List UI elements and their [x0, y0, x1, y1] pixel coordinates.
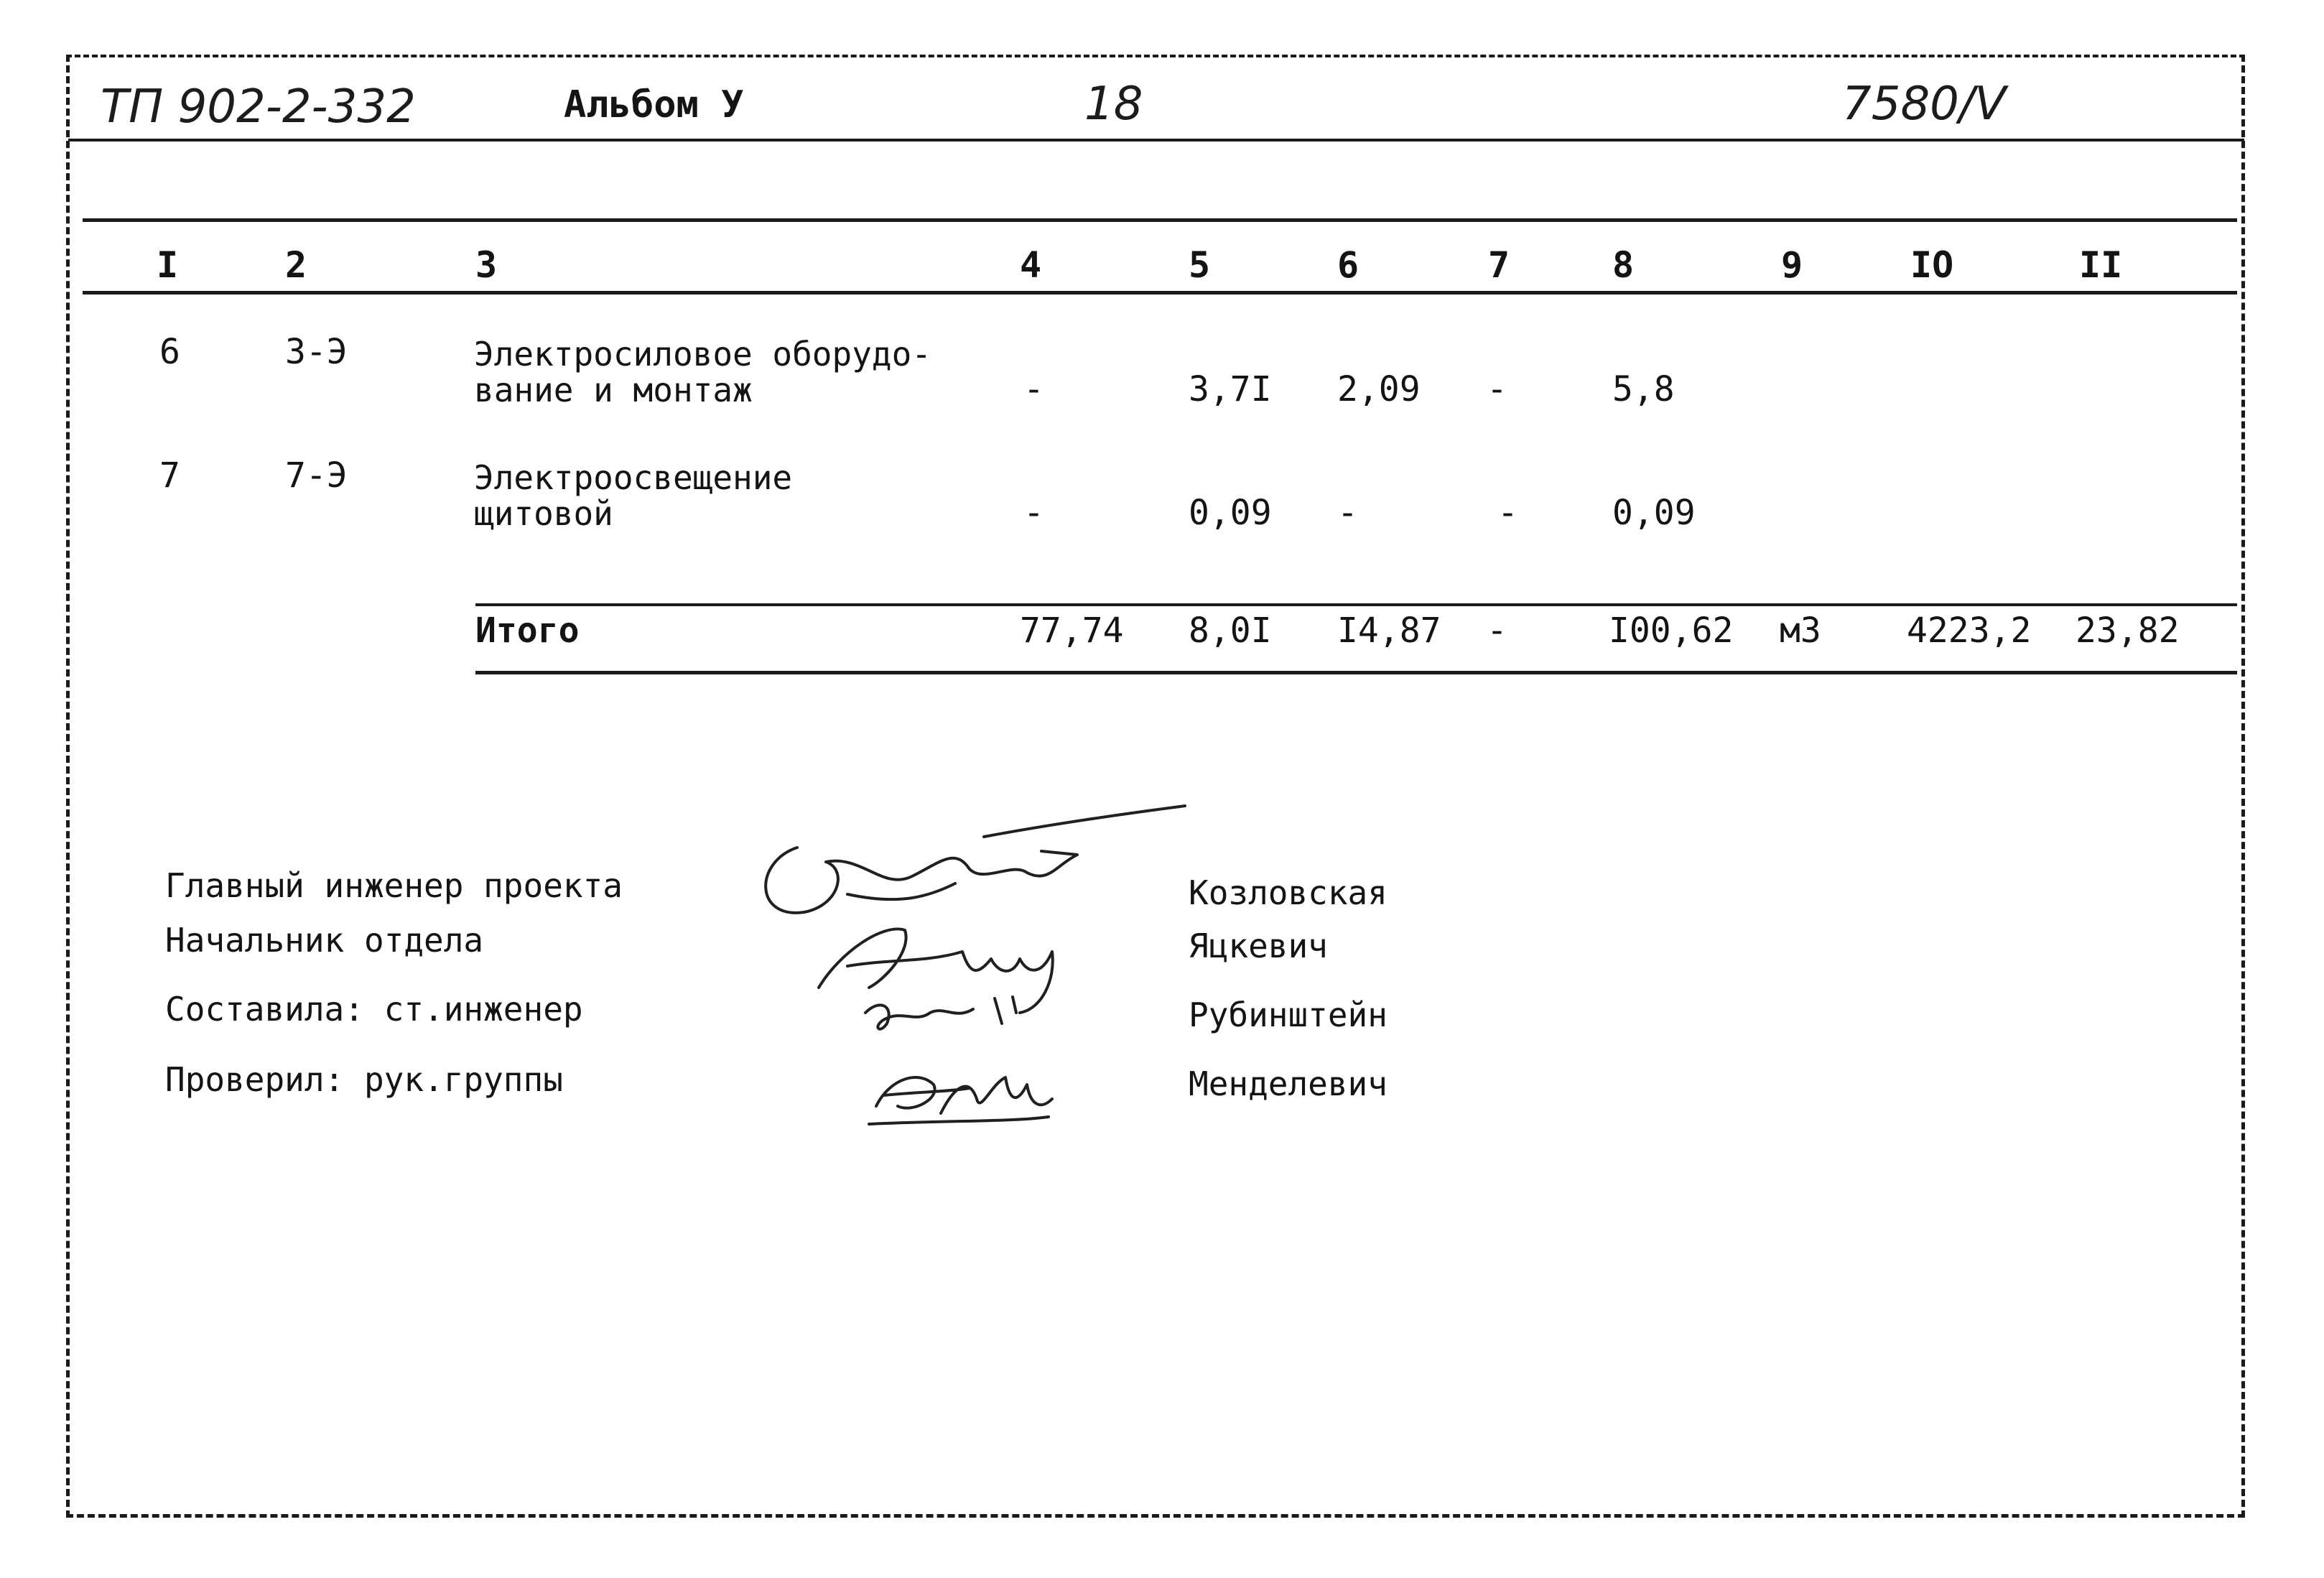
header-rule — [68, 139, 2244, 141]
total-col7: - — [1487, 611, 1507, 651]
row-col4: - — [1023, 369, 1044, 409]
column-number-4: 4 — [1020, 244, 1042, 286]
row-col7: - — [1487, 369, 1507, 409]
row-description-line: Электроосвещение — [474, 458, 793, 497]
row-description-line: щитовой — [474, 494, 613, 533]
column-number-7: 7 — [1488, 244, 1510, 286]
row-estimate-code: 7-Э — [285, 455, 348, 496]
total-col9-unit: м3 — [1780, 611, 1821, 651]
signature-role: Составила: ст.инженер — [165, 990, 583, 1029]
row-col8: 0,09 — [1612, 493, 1696, 533]
row-estimate-code: 3-Э — [285, 332, 348, 372]
signature-name: Менделевич — [1189, 1064, 1388, 1103]
column-number-5: 5 — [1189, 244, 1211, 286]
row-description — [474, 336, 931, 408]
row-col7: - — [1497, 493, 1518, 533]
column-number-10: IO — [1910, 244, 1954, 286]
doc-code: ТП 902-2-332 — [101, 80, 416, 134]
total-col5: 8,0I — [1189, 611, 1272, 651]
total-bottom-rule — [475, 671, 2237, 674]
total-top-rule — [475, 603, 2237, 606]
signature-role: Начальник отдела — [165, 921, 484, 960]
column-number-8: 8 — [1612, 244, 1635, 286]
signature-name: Рубинштейн — [1189, 995, 1388, 1034]
total-label: Итого — [475, 611, 580, 651]
row-description-line: вание и монтаж — [474, 371, 753, 409]
row-col5: 3,7I — [1189, 369, 1272, 409]
signature-scribble-compiler — [851, 984, 1038, 1041]
album-label: Альбом У — [564, 83, 744, 126]
signature-scribble-checker — [855, 1056, 1063, 1135]
column-number-6: 6 — [1337, 244, 1359, 286]
total-col6: I4,87 — [1337, 611, 1441, 651]
total-col11: 23,82 — [2076, 611, 2180, 651]
column-number-1: I — [157, 244, 179, 286]
page-number: 18 — [1084, 78, 1143, 131]
signature-role: Главный инженер проекта — [165, 866, 623, 905]
signature-name: Яцкевич — [1189, 927, 1328, 965]
column-number-2: 2 — [285, 244, 307, 286]
column-number-11: II — [2079, 244, 2123, 286]
row-col5: 0,09 — [1189, 493, 1272, 533]
signature-name: Козловская — [1189, 873, 1388, 912]
total-col8: I00,62 — [1609, 611, 1734, 651]
row-description — [474, 460, 792, 532]
signature-role: Проверил: рук.группы — [165, 1060, 563, 1099]
row-description-line: Электросиловое оборудо- — [474, 335, 931, 373]
column-number-9: 9 — [1781, 244, 1803, 286]
row-item-number: 7 — [159, 455, 180, 496]
row-col8: 5,8 — [1612, 369, 1675, 409]
column-header-rule — [83, 291, 2237, 294]
sheet-number: 7580/V — [1842, 78, 2007, 131]
column-number-3: 3 — [475, 244, 498, 286]
row-col6: - — [1337, 493, 1358, 533]
row-item-number: 6 — [159, 332, 180, 372]
total-col4: 77,74 — [1020, 611, 1124, 651]
table-top-rule — [83, 218, 2237, 222]
row-col6: 2,09 — [1337, 369, 1421, 409]
total-col10: 4223,2 — [1907, 611, 2032, 651]
row-col4: - — [1023, 493, 1044, 533]
